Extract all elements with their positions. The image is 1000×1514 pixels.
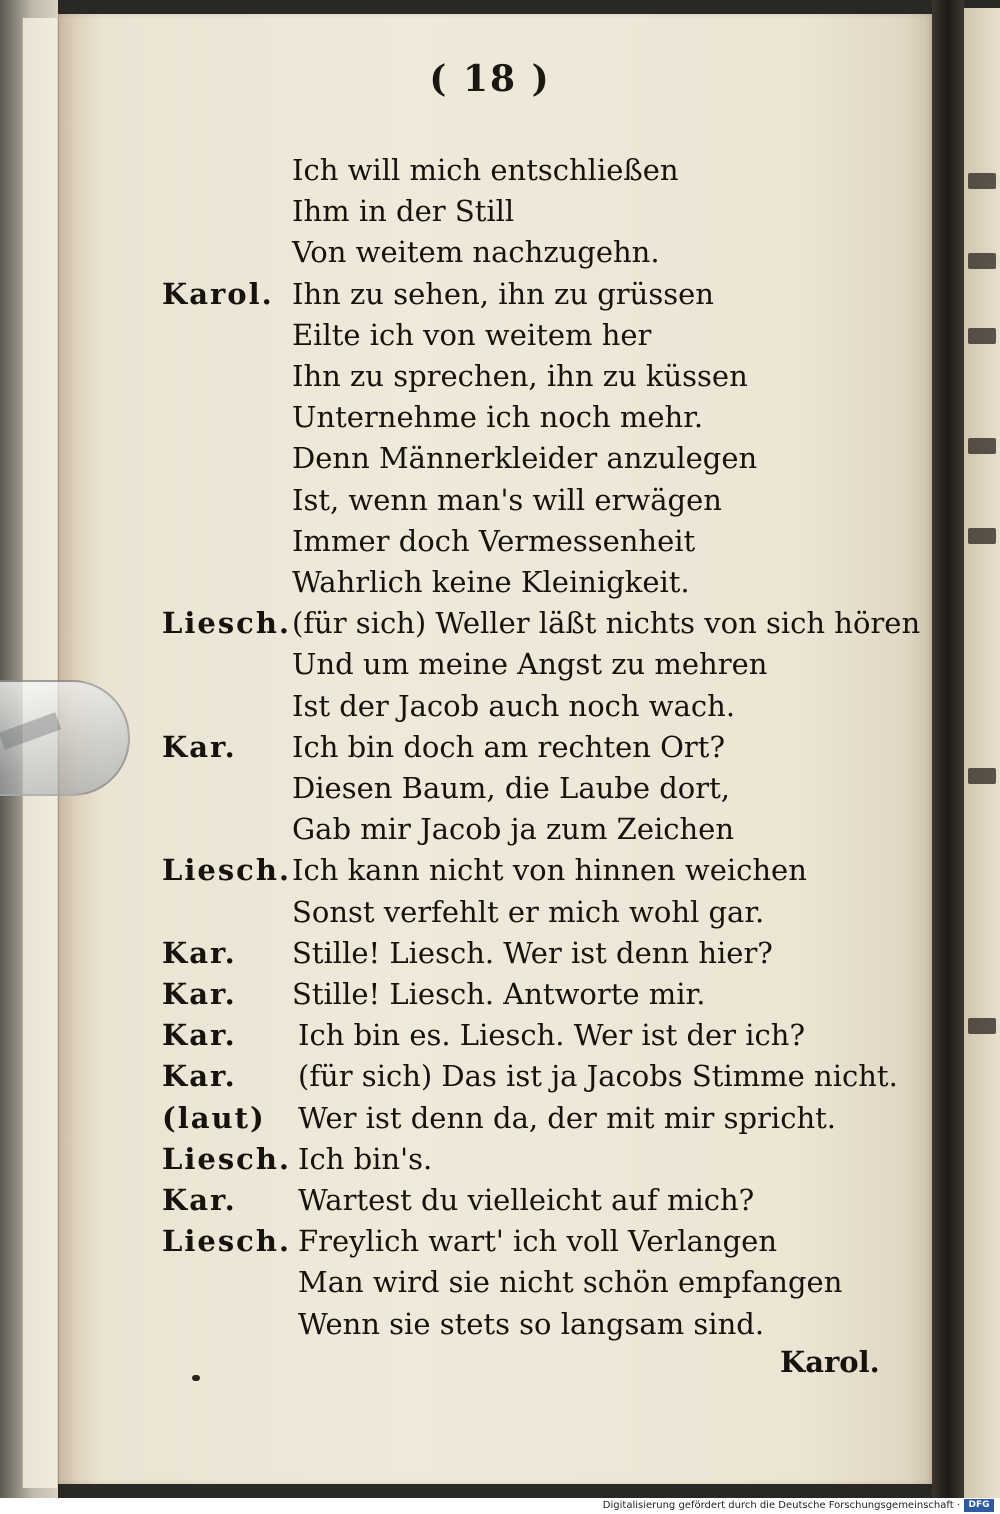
speaker-label: Kar.: [162, 1018, 237, 1052]
verse-text: Ist der Jacob auch noch wach.: [292, 689, 736, 723]
text-line: [0, 1139, 1000, 1179]
text-line: [0, 644, 1000, 684]
verse-text: Wahrlich keine Kleinigkeit.: [292, 565, 690, 599]
verse-text: Ihn zu sprechen, ihn zu küssen: [292, 359, 748, 393]
verse-text: Gab mir Jacob ja zum Zeichen: [292, 812, 735, 846]
speaker-label: Liesch.: [162, 606, 292, 640]
footer-bar: [0, 1498, 1000, 1514]
dfg-logo: DFG: [964, 1499, 994, 1512]
verse-text: Ich kann nicht von hinnen weichen: [292, 853, 807, 887]
text-line: [0, 892, 1000, 932]
text-line: [0, 521, 1000, 561]
speaker-label: Kar.: [162, 1059, 237, 1093]
footer-credit: Digitalisierung gefördert durch die Deutsche Forschungsgemeinschaft ·: [602, 1500, 960, 1511]
text-line: [0, 397, 1000, 437]
verse-text: Ich bin es. Liesch. Wer ist der ich?: [298, 1018, 806, 1052]
verse-text: Unternehme ich noch mehr.: [292, 400, 704, 434]
verse-text: Stille! Liesch. Wer ist denn hier?: [292, 936, 773, 970]
text-line: [0, 480, 1000, 520]
text-line: [0, 1221, 1000, 1261]
verse-text: Ich will mich entschließen: [292, 153, 679, 187]
text-line: [0, 933, 1000, 973]
verse-text: Diesen Baum, die Laube dort,: [292, 771, 730, 805]
text-line: [0, 438, 1000, 478]
verse-text: (für sich) Weller läßt nichts von sich hören: [292, 606, 921, 640]
verse-text: Ihm in der Still: [292, 194, 515, 228]
text-line: [0, 686, 1000, 726]
verse-text: Stille! Liesch. Antworte mir.: [292, 977, 706, 1011]
text-line: [0, 356, 1000, 396]
text-line: [0, 315, 1000, 355]
text-line: [0, 1180, 1000, 1220]
speaker-label: Liesch.: [162, 1224, 292, 1258]
ink-dot: [192, 1375, 200, 1381]
text-line: [0, 274, 1000, 314]
text-line: [0, 727, 1000, 767]
verse-text: Eilte ich von weitem her: [292, 318, 652, 352]
verse-text: Denn Männerkleider anzulegen: [292, 441, 758, 475]
text-line: [0, 603, 1000, 643]
text-line: [0, 150, 1000, 190]
catchword: Karol.: [780, 1345, 880, 1379]
verse-text: Wenn sie stets so langsam sind.: [298, 1307, 765, 1341]
verse-text: Von weitem nachzugehn.: [292, 235, 660, 269]
verse-text: Ist, wenn man's will erwägen: [292, 483, 722, 517]
speaker-label: (laut): [162, 1101, 266, 1135]
speaker-label: Kar.: [162, 1183, 237, 1217]
text-line: [0, 1262, 1000, 1302]
verse-text: Immer doch Vermessenheit: [292, 524, 696, 558]
text-line: [0, 1098, 1000, 1138]
speaker-label: Liesch.: [162, 1142, 292, 1176]
verse-text: Und um meine Angst zu mehren: [292, 647, 768, 681]
page-number: ( 18 ): [429, 58, 551, 100]
text-line: [0, 768, 1000, 808]
text-line: [0, 974, 1000, 1014]
speaker-label: Kar.: [162, 936, 237, 970]
text-line: [0, 562, 1000, 602]
text-line: [0, 1056, 1000, 1096]
verse-text: (für sich) Das ist ja Jacobs Stimme nicht.: [298, 1059, 898, 1093]
text-line: [0, 191, 1000, 231]
speaker-label: Kar.: [162, 730, 237, 764]
verse-text: Ich bin doch am rechten Ort?: [292, 730, 725, 764]
verse-text: Wer ist denn da, der mit mir spricht.: [298, 1101, 836, 1135]
speaker-label: Karol.: [162, 277, 274, 311]
text-line: [0, 809, 1000, 849]
verse-text: Wartest du vielleicht auf mich?: [298, 1183, 755, 1217]
verse-text: Freylich wart' ich voll Verlangen: [298, 1224, 778, 1258]
text-line: [0, 232, 1000, 272]
speaker-label: Liesch.: [162, 853, 292, 887]
verse-text: Ich bin's.: [298, 1142, 433, 1176]
text-line: [0, 1015, 1000, 1055]
verse-text: Sonst verfehlt er mich wohl gar.: [292, 895, 765, 929]
verse-text: Man wird sie nicht schön empfangen: [298, 1265, 843, 1299]
text-line: [0, 1304, 1000, 1344]
verse-text: Ihn zu sehen, ihn zu grüssen: [292, 277, 714, 311]
speaker-label: Kar.: [162, 977, 237, 1011]
text-line: [0, 850, 1000, 890]
